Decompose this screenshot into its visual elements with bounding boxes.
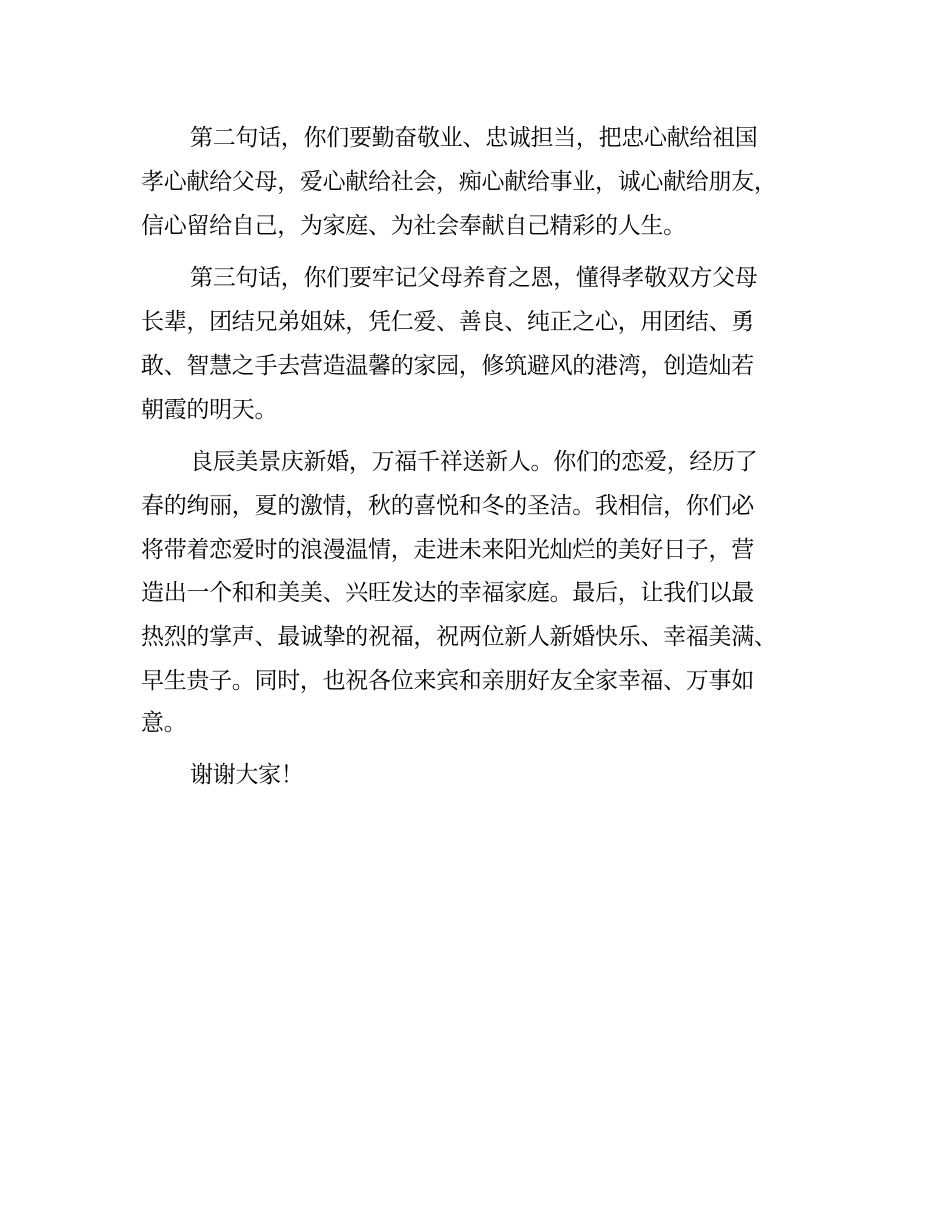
text-line: 意。 [141, 710, 187, 736]
text-line: 造出一个和和美美、兴旺发达的幸福家庭。最后，让我们以最 [141, 580, 754, 606]
text-line: 谢谢大家！ [190, 762, 304, 788]
text-line: 第二句话，你们要勤奋敬业、忠诚担当，把忠心献给祖国 [190, 125, 758, 151]
text-line: 第三句话，你们要牢记父母养育之恩，懂得孝敬双方父母 [190, 265, 758, 291]
text-line: 早生贵子。同时，也祝各位来宾和亲朋好友全家幸福、万事如 [141, 668, 754, 694]
text-line: 良辰美景庆新婚，万福千祥送新人。你们的恋爱，经历了 [190, 449, 758, 475]
text-line: 敢、智慧之手去营造温馨的家园，修筑避风的港湾，创造灿若 [141, 353, 754, 379]
text-line: 将带着恋爱时的浪漫温情，走进未来阳光灿烂的美好日子，营 [141, 537, 754, 563]
text-line: 孝心献给父母，爱心献给社会，痴心献给事业，诚心献给朋友， [141, 169, 777, 195]
text-line: 春的绚丽，夏的激情，秋的喜悦和冬的圣洁。我相信，你们必 [141, 493, 754, 519]
text-line: 朝霞的明天。 [141, 397, 278, 423]
text-line: 热烈的掌声、最诚挚的祝福，祝两位新人新婚快乐、幸福美满、 [141, 624, 777, 650]
text-line: 长辈，团结兄弟姐妹，凭仁爱、善良、纯正之心，用团结、勇 [141, 309, 754, 335]
text-line: 信心留给自己，为家庭、为社会奉献自己精彩的人生。 [141, 213, 686, 239]
